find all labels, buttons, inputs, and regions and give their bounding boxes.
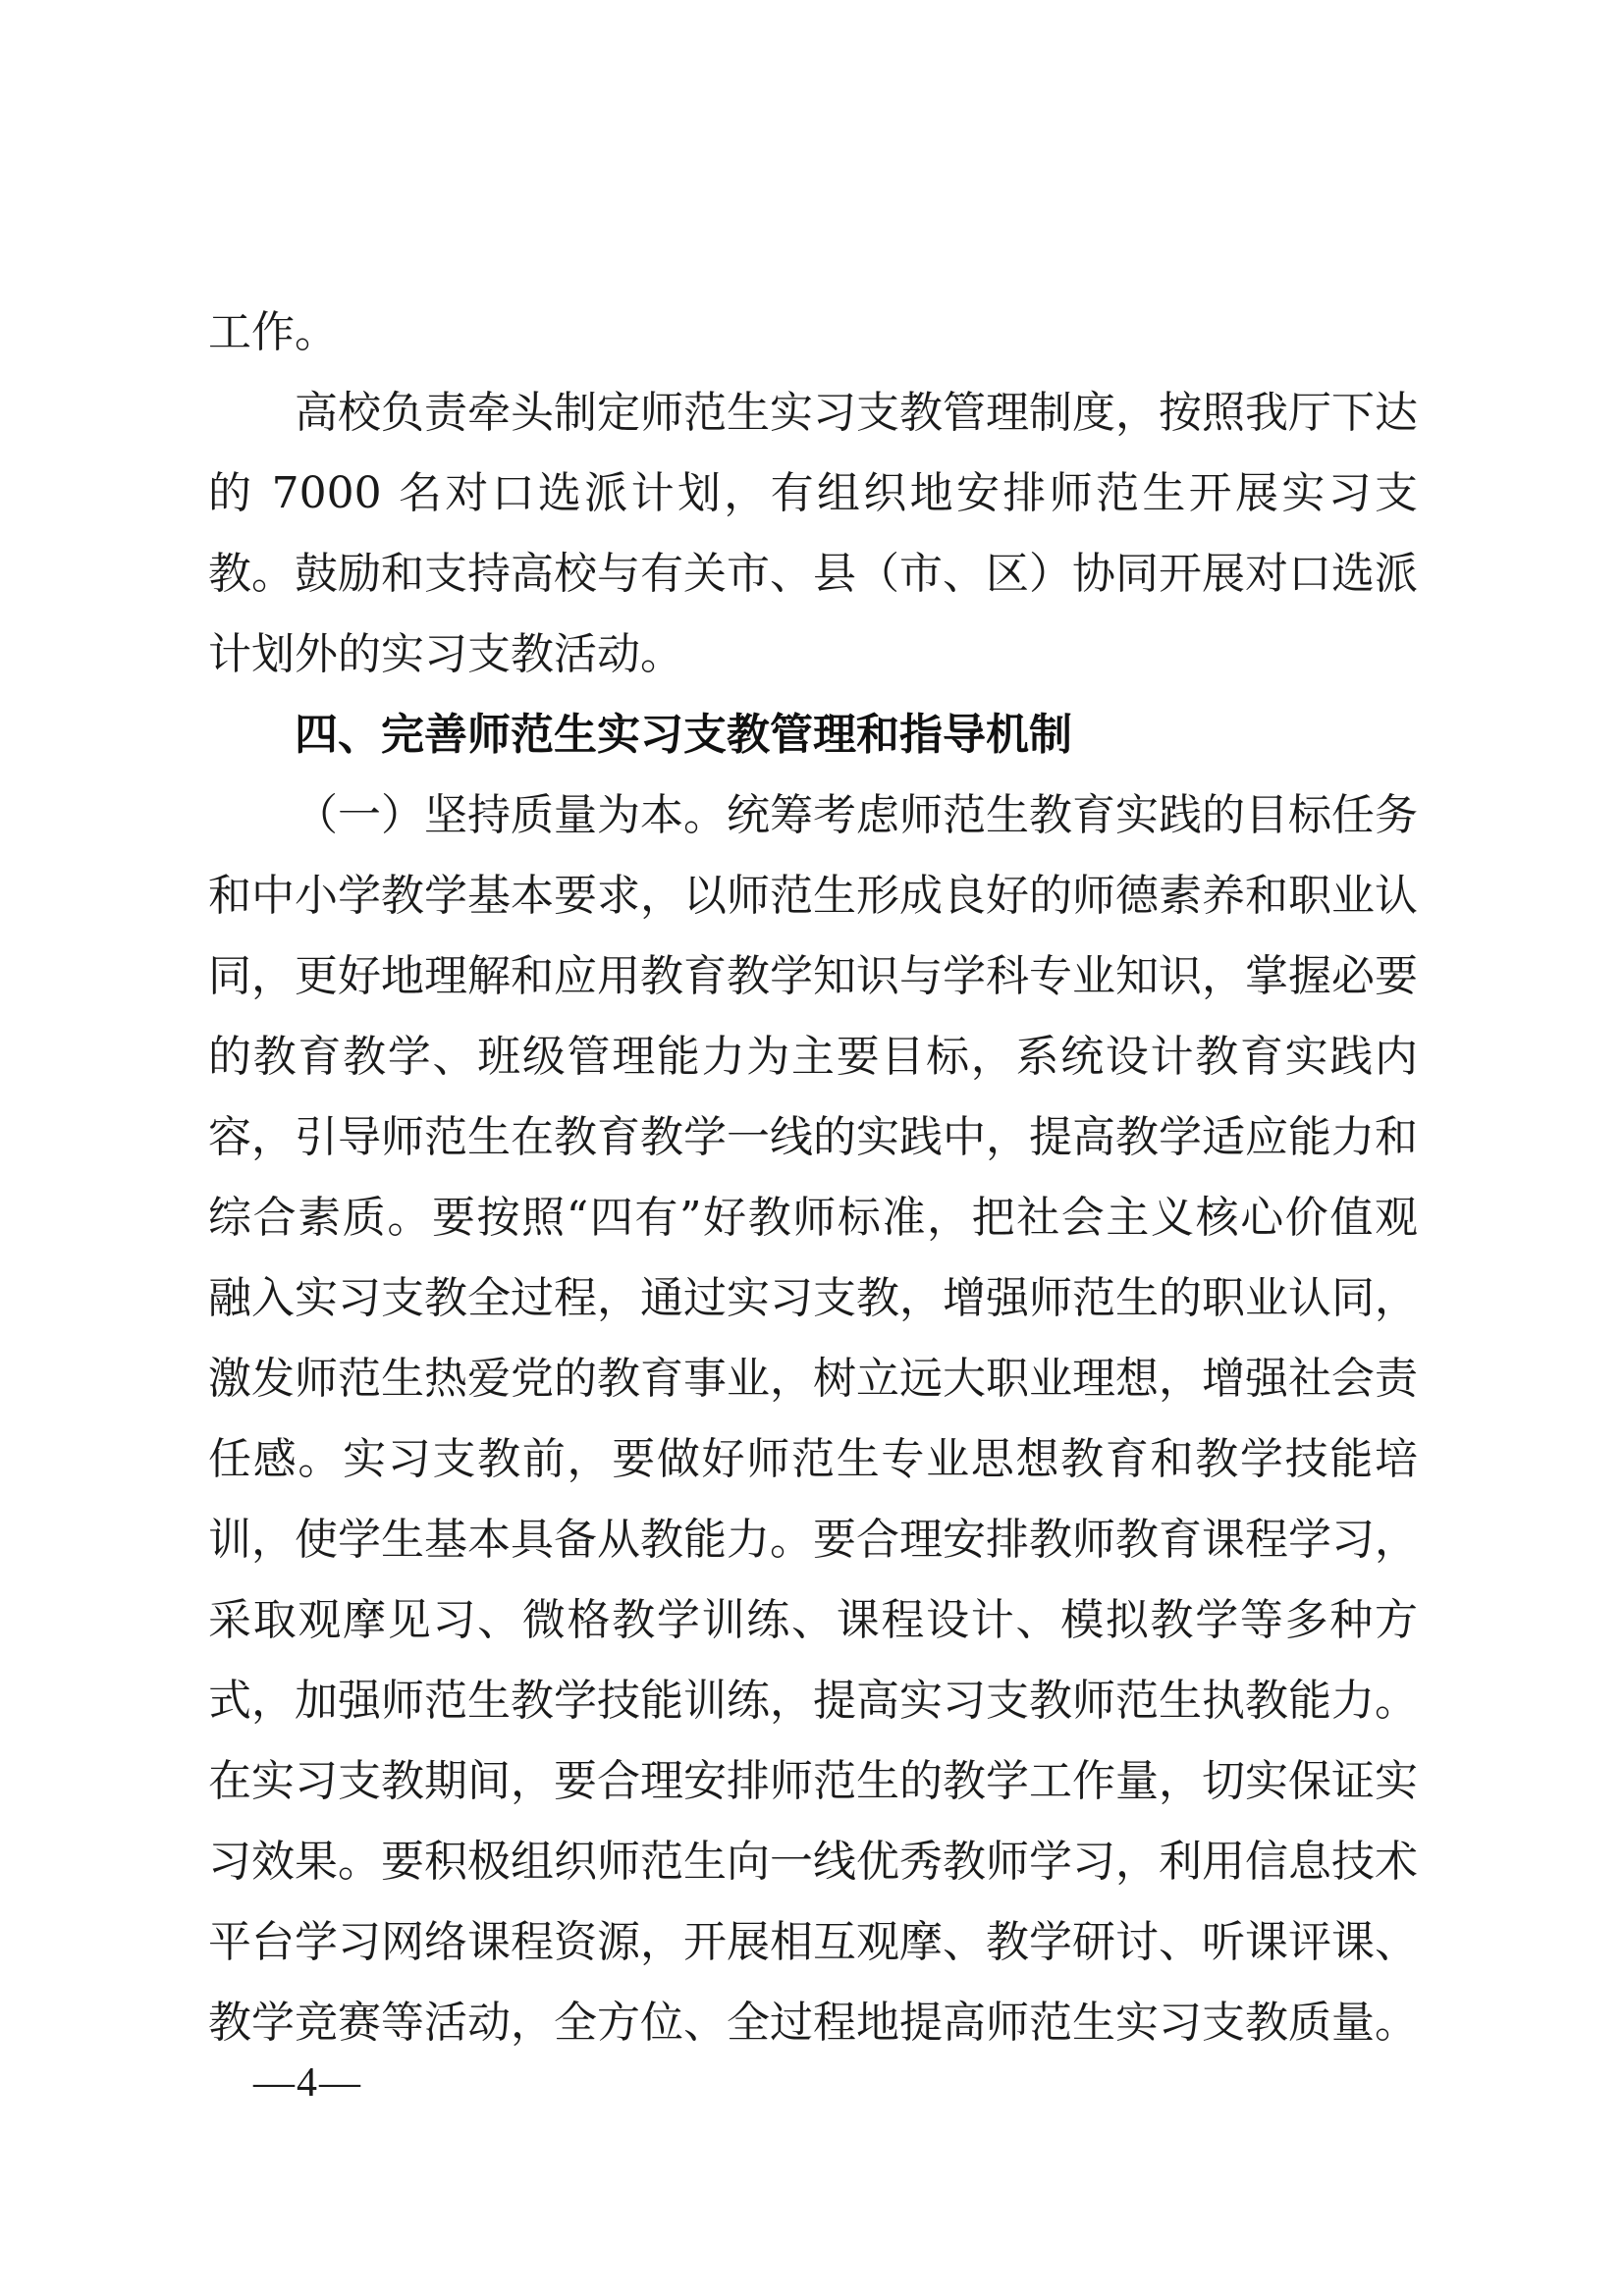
- page-number: —4—: [253, 2060, 362, 2106]
- section-heading-4: 四、完善师范生实习支教管理和指导机制: [295, 710, 1072, 760]
- body-text: [208, 293, 1418, 2063]
- paragraph-continuation: 工作。: [208, 307, 338, 357]
- paragraph-university-responsibility: 高校负责牵头制定师范生实习支教管理制度，按照我厅下达的 7000 名对口选派计划，有组织地安排师范生开展实习支教。鼓励和支持高校与有关市、县（市、区）协同开展对口选派计划外的实习支教活动。: [208, 388, 1418, 679]
- paragraph-quality-first: （一）坚持质量为本。统筹考虑师范生教育实践的目标任务和中小学教学基本要求，以师范生形成良好的师德素养和职业认同，更好地理解和应用教育教学知识与学科专业知识，掌握必要的教育教学、班级管理能力为主要目标，系统设计教育实践内容，引导师范生在教育教学一线的实践中，提高教学适应能力和综合素质。要按照“四有”好教师标准，把社会主义核心价值观融入实习支教全过程，通过实习支教，增强师范生的职业认同，激发师范生热爱党的教育事业，树立远大职业理想，增强社会责任感。实习支教前，要做好师范生专业思想教育和教学技能培训，使学生基本具备从教能力。要合理安排教师教育课程学习，采取观摩见习、微格教学训练、课程设计、模拟教学等多种方式，加强师范生教学技能训练，提高实习支教师范生执教能力。在实习支教期间，要合理安排师范生的教学工作量，切实保证实习效果。要积极组织师范生向一线优秀教师学习，利用信息技术平台学习网络课程资源，开展相互观摩、教学研讨、听课评课、教学竞赛等活动，全方位、全过程地提高师范生实习支教质量。: [208, 790, 1418, 2048]
